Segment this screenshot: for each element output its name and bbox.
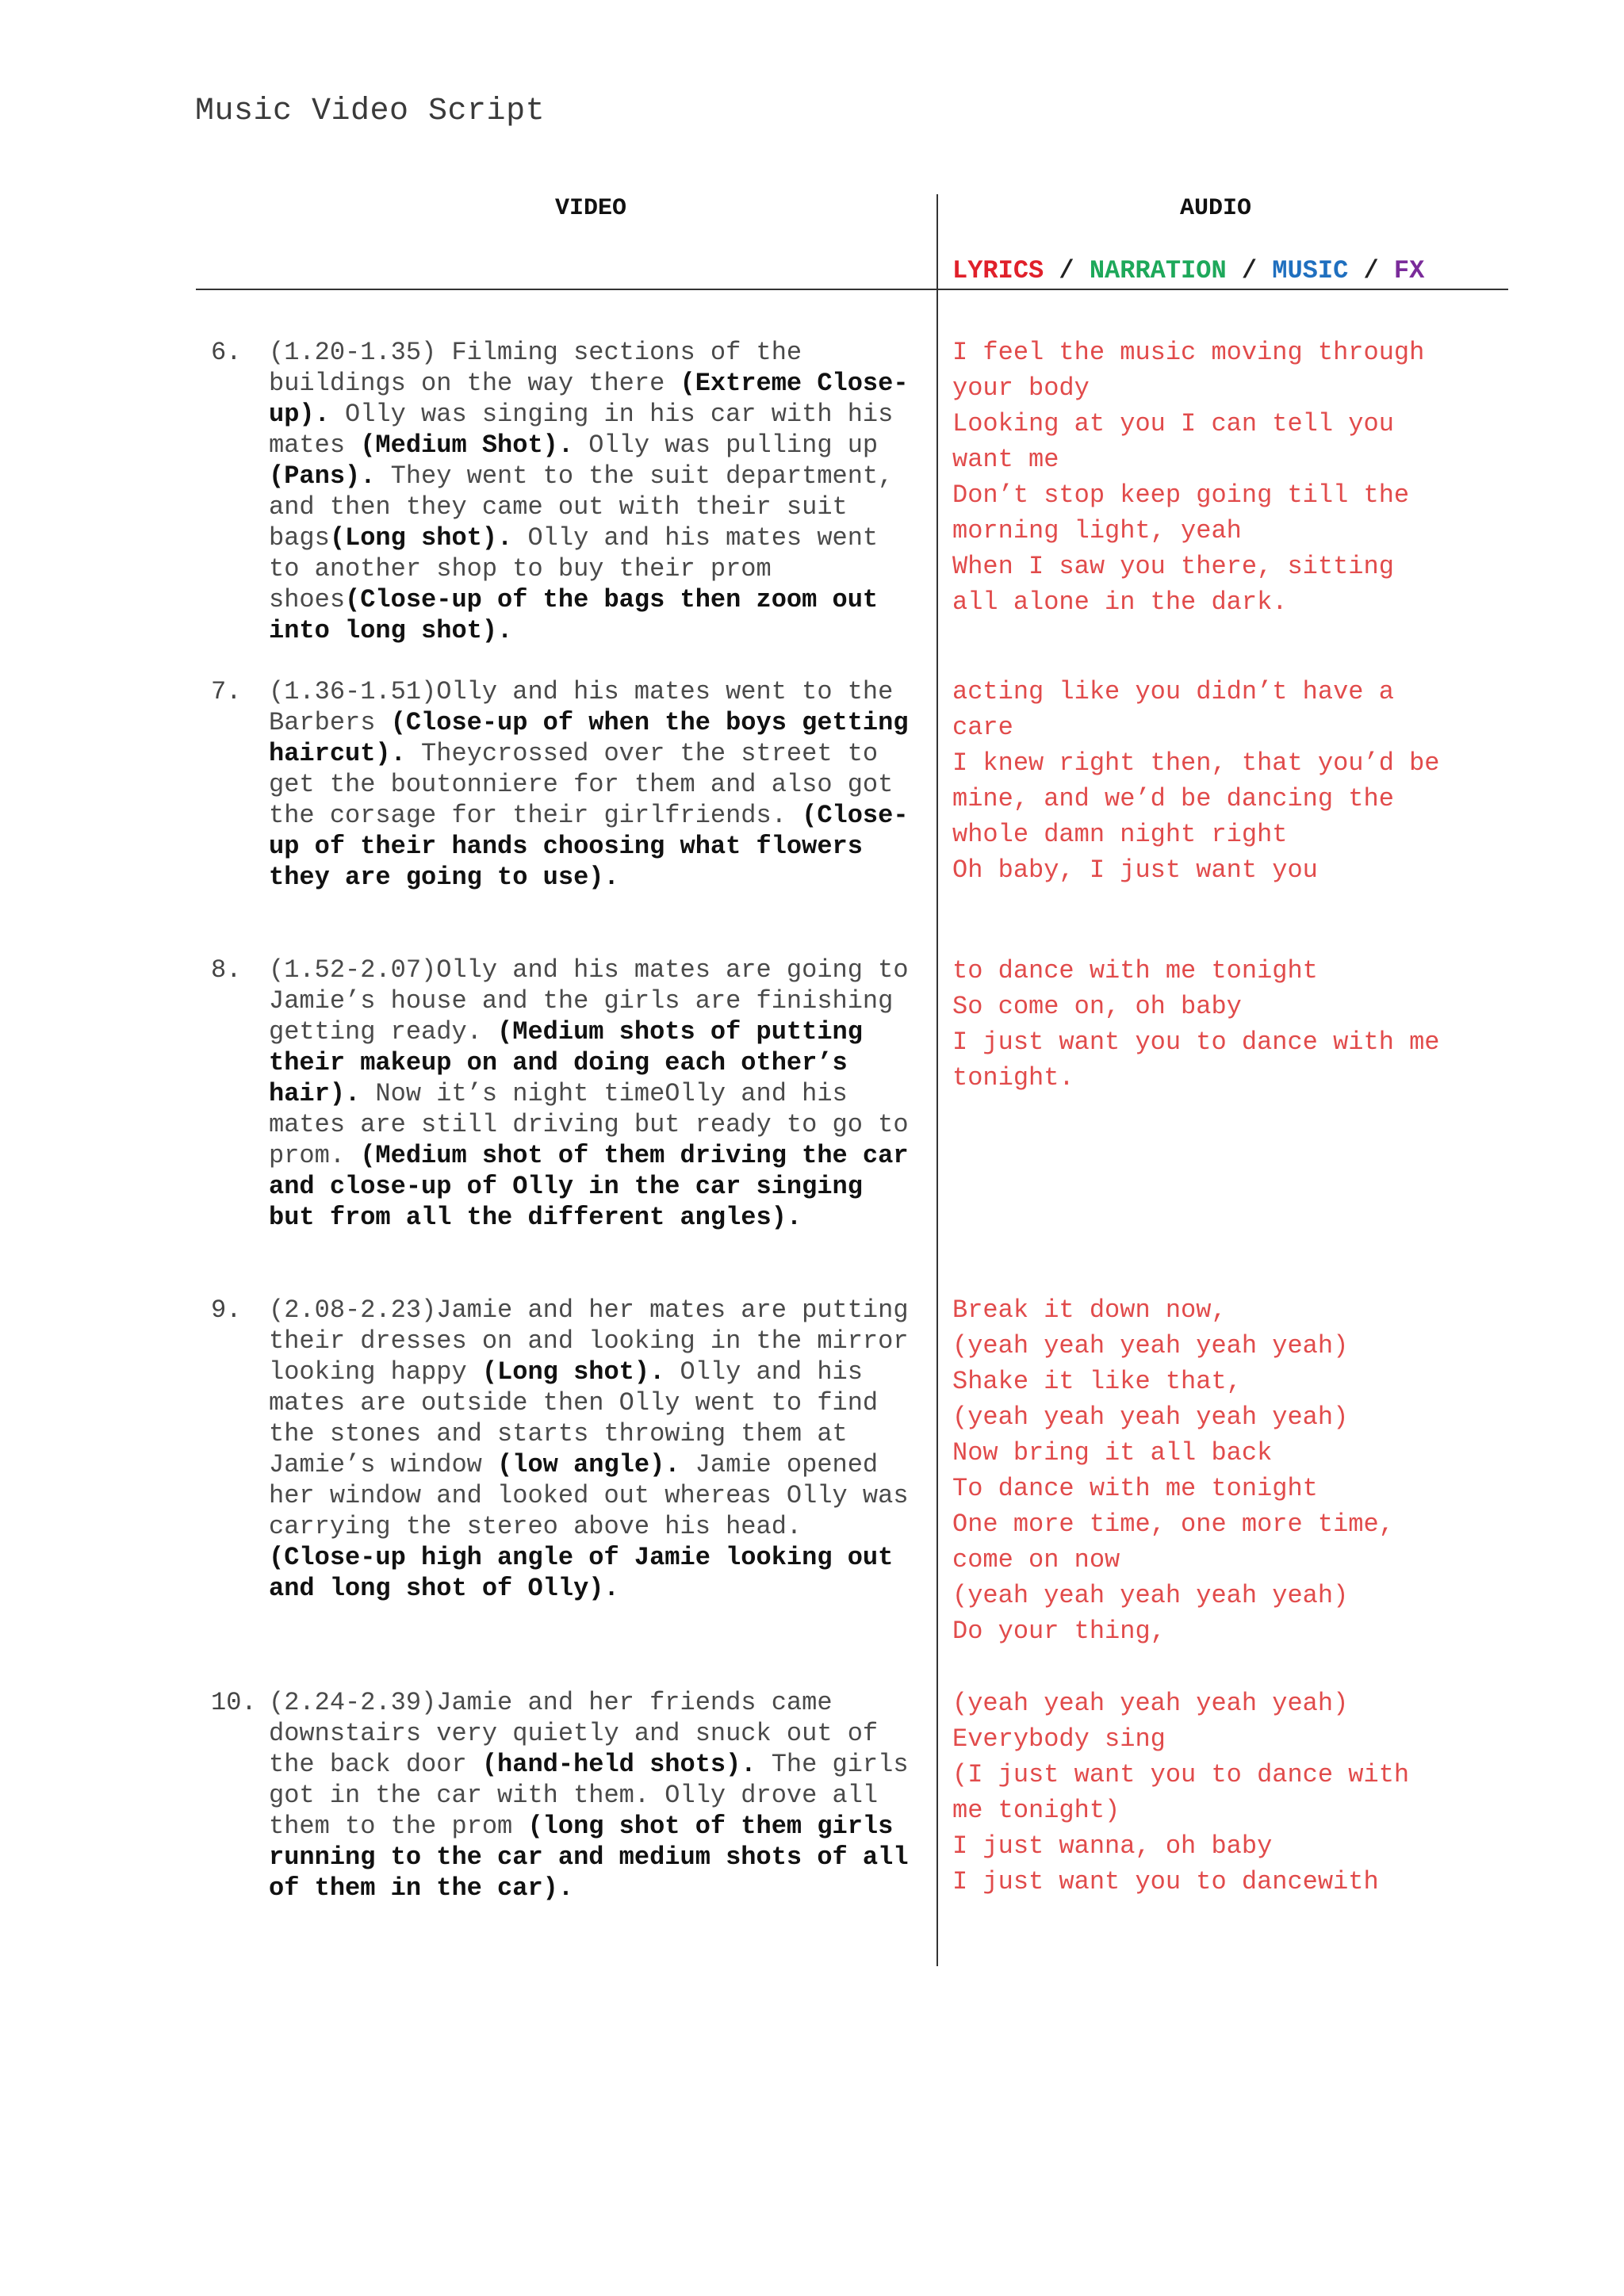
lyric-line: acting like you didn’t have a: [952, 677, 1394, 706]
lyric-line: Break it down now,: [952, 1295, 1227, 1325]
lyric-line: When I saw you there, sitting: [952, 552, 1394, 581]
document-title: Music Video Script: [195, 94, 546, 129]
lyric-line: Now bring it all back: [952, 1438, 1273, 1468]
legend-separator: /: [1044, 256, 1090, 285]
lyric-line: (yeah yeah yeah yeah yeah): [952, 1581, 1349, 1610]
lyric-line: come on now: [952, 1545, 1120, 1575]
lyric-line: mine, and we’d be dancing the: [952, 784, 1394, 813]
lyric-line: Oh baby, I just want you: [952, 855, 1318, 885]
scene-text: (2.24-2.39)Jamie and her friends came downstairs very quietly and snuck out of the back door: [269, 1688, 879, 1779]
lyric-line: To dance with me tonight: [952, 1474, 1318, 1503]
scene-text: (1.36-1.51)Olly and his mates went to the Barbers: [269, 677, 894, 737]
video-description: [269, 337, 919, 646]
video-column-header: VIDEO: [555, 195, 627, 222]
lyric-line: So come on, oh baby: [952, 992, 1242, 1021]
lyric-line: care: [952, 713, 1013, 742]
shot-direction: (Close-up of when the boys getting haircut).: [269, 708, 909, 768]
legend-separator: /: [1226, 256, 1273, 285]
shot-direction: (Medium Shot).: [360, 430, 574, 460]
scene-text: Olly and his mates went to another shop to buy their prom shoes: [269, 523, 879, 614]
lyric-line: I just want you to dancewith: [952, 1867, 1379, 1896]
video-description: [269, 1295, 919, 1604]
lyric-line: all alone in the dark.: [952, 587, 1288, 617]
row-number: 8.: [211, 955, 242, 985]
legend-music: MUSIC: [1272, 256, 1349, 285]
shot-direction: (Medium shot of them driving the car and close-up of Olly in the car singing but from all the different angles).: [269, 1141, 909, 1232]
shot-direction: (Medium shots of putting their makeup on and doing each other’s hair).: [269, 1017, 863, 1108]
shot-direction: (Pans).: [269, 461, 376, 491]
lyric-line: (I just want you to dance with: [952, 1760, 1410, 1789]
audio-lyrics: [952, 674, 1507, 888]
shot-direction: (Close-up of their hands choosing what flowers they are going to use).: [269, 801, 909, 892]
row-number: 7.: [211, 677, 242, 706]
lyric-line: I feel the music moving through: [952, 338, 1425, 367]
shot-direction: (Extreme Close-up).: [269, 369, 909, 429]
lyric-line: whole damn night right: [952, 820, 1288, 849]
lyric-line: tonight.: [952, 1063, 1074, 1093]
scene-text: The girls got in the car with them. Olly drove all them to the prom: [269, 1750, 909, 1841]
shot-direction: (hand-held shots).: [481, 1750, 756, 1779]
scene-text: (2.08-2.23)Jamie and her mates are putting their dresses on and looking in the mirror looking happy: [269, 1295, 909, 1387]
lyric-line: (yeah yeah yeah yeah yeah): [952, 1402, 1349, 1432]
audio-lyrics: [952, 1686, 1507, 1900]
row-number: 10.: [211, 1688, 257, 1717]
audio-lyrics: [952, 1292, 1507, 1649]
shot-direction: (Long shot).: [481, 1357, 665, 1387]
shot-direction: (low angle).: [497, 1450, 680, 1479]
legend-lyrics: LYRICS: [952, 256, 1044, 285]
scene-text: (1.52-2.07)Olly and his mates are going to Jamie’s house and the girls are finishing getting ready.: [269, 955, 909, 1047]
lyric-line: morning light, yeah: [952, 516, 1242, 545]
shot-direction: (long shot of them girls running to the car and medium shots of all of them in the car).: [269, 1812, 909, 1903]
scene-text: Theycrossed over the street to get the boutonniere for them and also got the corsage for their girlfriends.: [269, 739, 894, 830]
header-divider: [196, 289, 1508, 290]
column-divider: [936, 194, 938, 1966]
lyric-line: your body: [952, 373, 1090, 403]
scene-text: Olly was pulling up: [573, 430, 879, 460]
legend-separator: /: [1348, 256, 1394, 285]
lyric-line: Everybody sing: [952, 1724, 1166, 1754]
lyric-line: (yeah yeah yeah yeah yeah): [952, 1331, 1349, 1360]
scene-text: Now it’s night timeOlly and his mates are still driving but ready to go to prom.: [269, 1079, 909, 1170]
lyric-line: Do your thing,: [952, 1617, 1166, 1646]
video-description: [269, 676, 919, 893]
video-description: [269, 955, 919, 1233]
scene-text: Jamie opened her window and looked out whereas Olly was carrying the stereo above his head.: [269, 1450, 909, 1541]
lyric-line: I just wanna, oh baby: [952, 1831, 1273, 1861]
shot-direction: (Close-up high angle of Jamie looking out and long shot of Olly).: [269, 1543, 894, 1603]
video-description: [269, 1687, 919, 1904]
row-number: 9.: [211, 1295, 242, 1325]
lyric-line: want me: [952, 445, 1059, 474]
lyric-line: One more time, one more time,: [952, 1510, 1394, 1539]
shot-direction: (Close-up of the bags then zoom out into long shot).: [269, 585, 879, 645]
audio-legend: [952, 256, 1424, 285]
lyric-line: (yeah yeah yeah yeah yeah): [952, 1689, 1349, 1718]
shot-direction: (Long shot).: [329, 523, 513, 553]
audio-column-header: AUDIO: [1180, 195, 1252, 222]
lyric-line: Don’t stop keep going till the: [952, 480, 1410, 510]
lyric-line: I knew right then, that you’d be: [952, 748, 1440, 778]
legend-narration: NARRATION: [1089, 256, 1227, 285]
lyric-line: I just want you to dance with me: [952, 1027, 1440, 1057]
lyric-line: to dance with me tonight: [952, 956, 1318, 985]
scene-text: Olly and his mates are outside then Olly went to find the stones and starts throwing them at Jamie’s window: [269, 1357, 879, 1479]
audio-lyrics: [952, 335, 1507, 620]
scene-text: (1.20-1.35) Filming sections of the buildings on the way there: [269, 338, 802, 398]
audio-lyrics: [952, 953, 1507, 1096]
legend-fx: FX: [1393, 256, 1425, 285]
lyric-line: Looking at you I can tell you: [952, 409, 1394, 438]
scene-text: Olly was singing in his car with his mates: [269, 400, 894, 460]
lyric-line: me tonight): [952, 1796, 1120, 1825]
scene-text: They went to the suit department, and then they came out with their suit bags: [269, 461, 894, 553]
lyric-line: Shake it like that,: [952, 1367, 1242, 1396]
row-number: 6.: [211, 338, 242, 367]
